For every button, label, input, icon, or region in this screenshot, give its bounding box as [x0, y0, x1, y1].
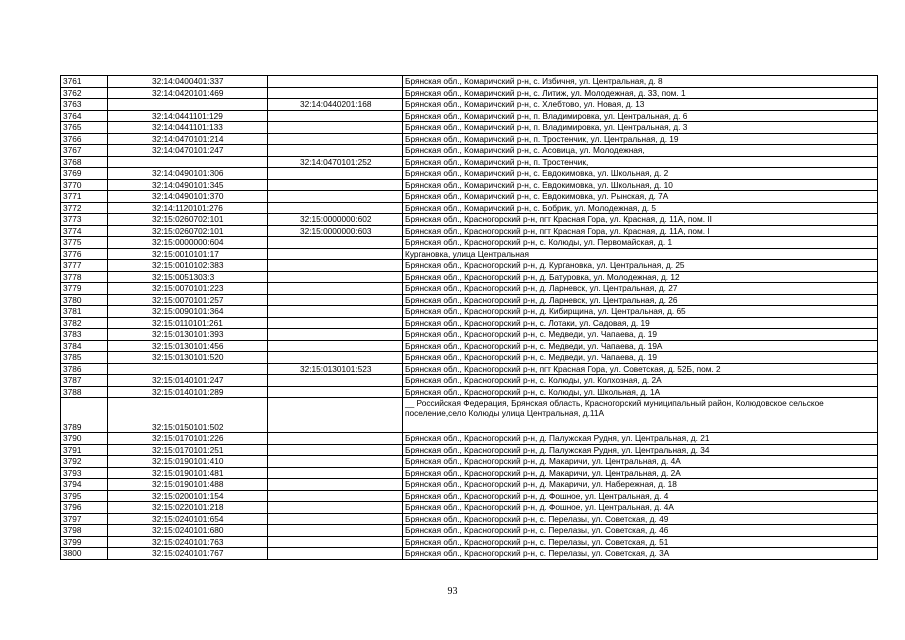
address-cell: Брянская обл., Красногорский р-н, д. Макаричи, ул. Центральная, д. 2А: [403, 467, 878, 479]
table-row: [61, 294, 878, 306]
parent-cadastral-number-cell: [268, 548, 403, 560]
parent-cadastral-number-cell: [268, 306, 403, 318]
row-number-cell: 3775: [61, 237, 108, 249]
table-row: [61, 467, 878, 479]
cadastral-number-cell: 32:15:0130101:456: [108, 340, 268, 352]
table-row: [61, 248, 878, 260]
parent-cadastral-number-cell: [268, 133, 403, 145]
row-number-cell: 3772: [61, 202, 108, 214]
parent-cadastral-number-cell: [268, 386, 403, 398]
parent-cadastral-number-cell: [268, 352, 403, 364]
table-row: [61, 156, 878, 168]
cadastral-number-cell: 32:14:0441101:129: [108, 110, 268, 122]
row-number-cell: 3789: [61, 398, 108, 433]
row-number-cell: 3779: [61, 283, 108, 295]
table-row: [61, 433, 878, 445]
cadastral-number-cell: 32:15:0070101:223: [108, 283, 268, 295]
parent-cadastral-number-cell: 32:15:0130101:523: [268, 363, 403, 375]
address-cell: Брянская обл., Комаричский р-н, с. Бобрик, ул. Молодежная, д. 5: [403, 202, 878, 214]
table-row: [61, 237, 878, 249]
row-number-cell: 3795: [61, 490, 108, 502]
table-row: [61, 99, 878, 111]
cadastral-number-cell: 32:15:0010102:383: [108, 260, 268, 272]
cadastral-number-cell: 32:14:0441101:133: [108, 122, 268, 134]
cadastral-number-cell: 32:15:0150101:502: [108, 398, 268, 433]
table-row: [61, 168, 878, 180]
address-cell: Брянская обл., Красногорский р-н, с. Колюды, ул. Колхозная, д. 2А: [403, 375, 878, 387]
row-number-cell: 3797: [61, 513, 108, 525]
parent-cadastral-number-cell: [268, 479, 403, 491]
parent-cadastral-number-cell: 32:14:0470101:252: [268, 156, 403, 168]
row-number-cell: 3767: [61, 145, 108, 157]
table-row: [61, 76, 878, 88]
address-cell: Брянская обл., Красногорский р-н, пгт Красная Гора, ул. Красная, д. 11А, пом. I: [403, 225, 878, 237]
cadastral-number-cell: 32:15:0260702:101: [108, 225, 268, 237]
parent-cadastral-number-cell: [268, 375, 403, 387]
row-number-cell: 3792: [61, 456, 108, 468]
table-row: [61, 479, 878, 491]
address-cell: Брянская обл., Комаричский р-н, с. Евдокимовка, ул. Школьная, д. 10: [403, 179, 878, 191]
row-number-cell: 3793: [61, 467, 108, 479]
cadastral-number-cell: 32:15:0170101:251: [108, 444, 268, 456]
address-cell: Брянская обл., Комаричский р-н, п. Владимировка, ул. Центральная, д. 3: [403, 122, 878, 134]
table-row: [61, 490, 878, 502]
table-row: [61, 456, 878, 468]
parent-cadastral-number-cell: 32:15:0000000:602: [268, 214, 403, 226]
parent-cadastral-number-cell: 32:14:0440201:168: [268, 99, 403, 111]
table-row: [61, 548, 878, 560]
table-row: [61, 329, 878, 341]
row-number-cell: 3777: [61, 260, 108, 272]
cadastral-number-cell: 32:15:0000000:604: [108, 237, 268, 249]
parent-cadastral-number-cell: [268, 398, 403, 433]
address-cell: Брянская обл., Красногорский р-н, с. Медведи, ул. Чапаева, д. 19А: [403, 340, 878, 352]
address-cell: Брянская обл., Красногорский р-н, д. Макаричи, ул. Набережная, д. 18: [403, 479, 878, 491]
registry-table: [60, 75, 878, 560]
cadastral-number-cell: 32:15:0130101:393: [108, 329, 268, 341]
table-row: [61, 133, 878, 145]
table-row: [61, 87, 878, 99]
cadastral-number-cell: 32:15:0190101:481: [108, 467, 268, 479]
cadastral-number-cell: 32:14:0420101:469: [108, 87, 268, 99]
cadastral-number-cell: [108, 99, 268, 111]
parent-cadastral-number-cell: [268, 502, 403, 514]
table-row: [61, 110, 878, 122]
address-cell: Брянская обл., Комаричский р-н, п. Владимировка, ул. Центральная, д. 6: [403, 110, 878, 122]
parent-cadastral-number-cell: [268, 237, 403, 249]
row-number-cell: 3787: [61, 375, 108, 387]
cadastral-number-cell: 32:15:0051303:3: [108, 271, 268, 283]
address-cell: Брянская обл., Красногорский р-н, д. Кибирщина, ул. Центральная, д. 65: [403, 306, 878, 318]
cadastral-number-cell: 32:15:0140101:247: [108, 375, 268, 387]
address-cell: Брянская обл., Комаричский р-н, с. Избичня, ул. Центральная, д. 8: [403, 76, 878, 88]
parent-cadastral-number-cell: [268, 179, 403, 191]
parent-cadastral-number-cell: [268, 467, 403, 479]
row-number-cell: 3765: [61, 122, 108, 134]
cadastral-number-cell: 32:15:0010101:17: [108, 248, 268, 260]
page-number: 93: [447, 586, 458, 597]
cadastral-number-cell: 32:15:0240101:654: [108, 513, 268, 525]
cadastral-number-cell: [108, 363, 268, 375]
table-row: [61, 536, 878, 548]
table-row: [61, 283, 878, 295]
address-cell: Брянская обл., Комаричский р-н, с. Асовица, ул. Молодежная,: [403, 145, 878, 157]
address-cell: Брянская обл., Красногорский р-н, д. Кургановка, ул. Центральная, д. 25: [403, 260, 878, 272]
parent-cadastral-number-cell: [268, 513, 403, 525]
address-cell: Брянская обл., Комаричский р-н, п. Тростенчик, ул. Центральная, д. 19: [403, 133, 878, 145]
row-number-cell: 3796: [61, 502, 108, 514]
row-number-cell: 3771: [61, 191, 108, 203]
address-cell: Кургановка, улица Центральная: [403, 248, 878, 260]
parent-cadastral-number-cell: [268, 294, 403, 306]
address-cell: Брянская обл., Красногорский р-н, с. Медведи, ул. Чапаева, д. 19: [403, 352, 878, 364]
parent-cadastral-number-cell: [268, 283, 403, 295]
cadastral-number-cell: 32:15:0220101:218: [108, 502, 268, 514]
parent-cadastral-number-cell: [268, 340, 403, 352]
address-cell: Брянская обл., Красногорский р-н, д. Фошное, ул. Центральная, д. 4: [403, 490, 878, 502]
address-cell: Брянская обл., Красногорский р-н, с. Перелазы, ул. Советская, д. 3А: [403, 548, 878, 560]
parent-cadastral-number-cell: [268, 490, 403, 502]
row-number-cell: 3791: [61, 444, 108, 456]
row-number-cell: 3786: [61, 363, 108, 375]
row-number-cell: 3774: [61, 225, 108, 237]
address-cell: Брянская обл., Красногорский р-н, д. Палужская Рудня, ул. Центральная, д. 34: [403, 444, 878, 456]
row-number-cell: 3769: [61, 168, 108, 180]
address-cell: Брянская обл., Красногорский р-н, д. Батуровка, ул. Молодежная, д. 12: [403, 271, 878, 283]
table-row: [61, 444, 878, 456]
cadastral-number-cell: 32:15:0070101:257: [108, 294, 268, 306]
row-number-cell: 3762: [61, 87, 108, 99]
table-row: [61, 225, 878, 237]
address-cell: Брянская обл., Красногорский р-н, с. Колюды, ул. Школьная, д. 1А: [403, 386, 878, 398]
parent-cadastral-number-cell: [268, 122, 403, 134]
cadastral-number-cell: 32:15:0110101:261: [108, 317, 268, 329]
row-number-cell: 3766: [61, 133, 108, 145]
row-number-cell: 3776: [61, 248, 108, 260]
address-cell: Брянская обл., Красногорский р-н, с. Медведи, ул. Чапаева, д. 19: [403, 329, 878, 341]
address-cell: Брянская обл., Красногорский р-н, с. Перелазы, ул. Советская, д. 51: [403, 536, 878, 548]
parent-cadastral-number-cell: [268, 191, 403, 203]
table-row: [61, 352, 878, 364]
row-number-cell: 3778: [61, 271, 108, 283]
table-row: [61, 260, 878, 272]
cadastral-number-cell: 32:15:0240101:767: [108, 548, 268, 560]
row-number-cell: 3764: [61, 110, 108, 122]
row-number-cell: 3784: [61, 340, 108, 352]
parent-cadastral-number-cell: [268, 536, 403, 548]
row-number-cell: 3768: [61, 156, 108, 168]
address-cell: __ Российская Федерация, Брянская область, Красногорский муниципальный район, Колюдовское сельское поселение,село Колюды улица Центральная, д.11А: [403, 398, 878, 433]
cadastral-number-cell: 32:14:0470101:214: [108, 133, 268, 145]
cadastral-number-cell: 32:15:0170101:226: [108, 433, 268, 445]
row-number-cell: 3799: [61, 536, 108, 548]
row-number-cell: 3798: [61, 525, 108, 537]
cadastral-number-cell: 32:14:0400401:337: [108, 76, 268, 88]
row-number-cell: 3800: [61, 548, 108, 560]
row-number-cell: 3780: [61, 294, 108, 306]
table-row: [61, 122, 878, 134]
row-number-cell: 3785: [61, 352, 108, 364]
address-cell: Брянская обл., Красногорский р-н, пгт Красная Гора, ул. Красная, д. 11А, пом. II: [403, 214, 878, 226]
parent-cadastral-number-cell: [268, 525, 403, 537]
address-cell: Брянская обл., Красногорский р-н, с. Перелазы, ул. Советская, д. 46: [403, 525, 878, 537]
cadastral-number-cell: 32:15:0140101:289: [108, 386, 268, 398]
table-row: [61, 525, 878, 537]
address-cell: Брянская обл., Красногорский р-н, д. Ларневск, ул. Центральная, д. 26: [403, 294, 878, 306]
table-row: [61, 271, 878, 283]
parent-cadastral-number-cell: [268, 260, 403, 272]
table-row: [61, 306, 878, 318]
table-row: [61, 398, 878, 433]
address-cell: Брянская обл., Комаричский р-н, с. Евдокимовка, ул. Рынская, д. 7А: [403, 191, 878, 203]
table-row: [61, 386, 878, 398]
row-number-cell: 3788: [61, 386, 108, 398]
cadastral-number-cell: 32:15:0240101:680: [108, 525, 268, 537]
row-number-cell: 3794: [61, 479, 108, 491]
registry-table-body: [61, 76, 878, 560]
cadastral-number-cell: 32:15:0090101:364: [108, 306, 268, 318]
address-cell: Брянская обл., Красногорский р-н, с. Перелазы, ул. Советская, д. 49: [403, 513, 878, 525]
row-number-cell: 3773: [61, 214, 108, 226]
parent-cadastral-number-cell: [268, 271, 403, 283]
parent-cadastral-number-cell: [268, 456, 403, 468]
table-row: [61, 191, 878, 203]
table-row: [61, 502, 878, 514]
row-number-cell: 3763: [61, 99, 108, 111]
address-cell: Брянская обл., Красногорский р-н, д. Макаричи, ул. Центральная, д. 4А: [403, 456, 878, 468]
row-number-cell: 3781: [61, 306, 108, 318]
table-row: [61, 340, 878, 352]
cadastral-number-cell: 32:15:0200101:154: [108, 490, 268, 502]
table-row: [61, 145, 878, 157]
row-number-cell: 3790: [61, 433, 108, 445]
cadastral-number-cell: 32:14:0470101:247: [108, 145, 268, 157]
table-row: [61, 375, 878, 387]
parent-cadastral-number-cell: [268, 329, 403, 341]
parent-cadastral-number-cell: [268, 317, 403, 329]
parent-cadastral-number-cell: [268, 168, 403, 180]
address-cell: Брянская обл., Красногорский р-н, д. Ларневск, ул. Центральная, д. 27: [403, 283, 878, 295]
row-number-cell: 3761: [61, 76, 108, 88]
table-row: [61, 179, 878, 191]
cadastral-number-cell: 32:15:0260702:101: [108, 214, 268, 226]
table-row: [61, 202, 878, 214]
parent-cadastral-number-cell: [268, 76, 403, 88]
address-cell: Брянская обл., Комаричский р-н, с. Хлебтово, ул. Новая, д. 13: [403, 99, 878, 111]
address-cell: Брянская обл., Красногорский р-н, д. Фошное, ул. Центральная, д. 4А: [403, 502, 878, 514]
address-cell: Брянская обл., Красногорский р-н, с. Колюды, ул. Первомайская, д. 1: [403, 237, 878, 249]
row-number-cell: 3770: [61, 179, 108, 191]
parent-cadastral-number-cell: [268, 444, 403, 456]
parent-cadastral-number-cell: [268, 248, 403, 260]
table-row: [61, 214, 878, 226]
parent-cadastral-number-cell: [268, 110, 403, 122]
address-cell: Брянская обл., Красногорский р-н, с. Лотаки, ул. Садовая, д. 19: [403, 317, 878, 329]
parent-cadastral-number-cell: [268, 145, 403, 157]
address-cell: Брянская обл., Красногорский р-н, пгт Красная Гора, ул. Советская, д. 52Б, пом. 2: [403, 363, 878, 375]
row-number-cell: 3782: [61, 317, 108, 329]
table-row: [61, 363, 878, 375]
parent-cadastral-number-cell: [268, 202, 403, 214]
parent-cadastral-number-cell: 32:15:0000000:603: [268, 225, 403, 237]
cadastral-number-cell: 32:14:0490101:345: [108, 179, 268, 191]
cadastral-number-cell: 32:14:0490101:370: [108, 191, 268, 203]
cadastral-number-cell: 32:15:0130101:520: [108, 352, 268, 364]
cadastral-number-cell: 32:15:0190101:410: [108, 456, 268, 468]
row-number-cell: 3783: [61, 329, 108, 341]
cadastral-number-cell: [108, 156, 268, 168]
cadastral-number-cell: 32:15:0240101:763: [108, 536, 268, 548]
cadastral-number-cell: 32:14:0490101:306: [108, 168, 268, 180]
parent-cadastral-number-cell: [268, 433, 403, 445]
address-cell: Брянская обл., Красногорский р-н, д. Палужская Рудня, ул. Центральная, д. 21: [403, 433, 878, 445]
address-cell: Брянская обл., Комаричский р-н, с. Евдокимовка, ул. Школьная, д. 2: [403, 168, 878, 180]
parent-cadastral-number-cell: [268, 87, 403, 99]
address-cell: Брянская обл., Комаричский р-н, п. Тростенчик,: [403, 156, 878, 168]
table-row: [61, 513, 878, 525]
cadastral-number-cell: 32:14:1120101:276: [108, 202, 268, 214]
address-cell: Брянская обл., Комаричский р-н, с. Литиж, ул. Молодежная, д. 33, пом. 1: [403, 87, 878, 99]
table-row: [61, 317, 878, 329]
cadastral-number-cell: 32:15:0190101:488: [108, 479, 268, 491]
